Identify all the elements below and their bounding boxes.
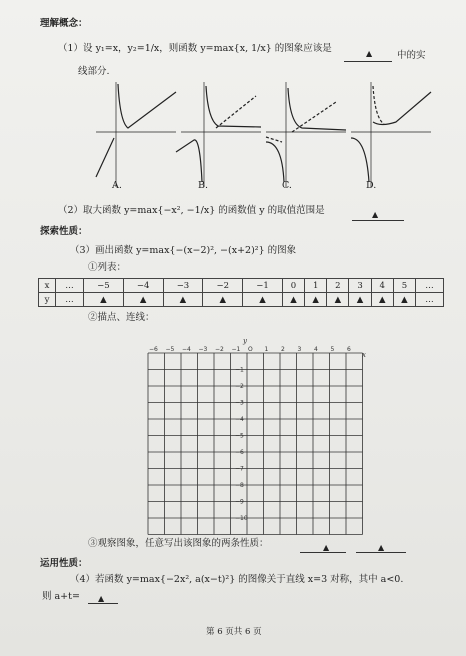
answer-blank-q4 <box>88 603 118 604</box>
option-b: B. <box>198 180 209 191</box>
table-cell: ▲ <box>243 293 283 307</box>
x-tick-label: −1 <box>231 346 241 353</box>
answer-mark-q4: ▲ <box>98 594 105 603</box>
table-cell: 1 <box>305 279 327 293</box>
table-cell: 0 <box>282 279 304 293</box>
x-tick-label: 5 <box>330 346 335 353</box>
table-cell: 3 <box>349 279 371 293</box>
x-tick-label: 2 <box>281 346 285 353</box>
x-tick-label: O <box>248 346 253 353</box>
table-cell: 2 <box>327 279 349 293</box>
question-1-line2: 线部分. <box>78 66 110 77</box>
question-4-text: （4）若函数 y=max{−2x², a(x−t)²} 的图像关于直线 x=3 对称，其中 a<0. <box>70 574 404 585</box>
option-d: D. <box>366 180 377 191</box>
x-axis-label: x <box>362 351 366 359</box>
y-tick-label: −1 <box>235 366 244 374</box>
x-tick-label: −2 <box>215 346 224 353</box>
y-tick-label: −4 <box>235 416 244 423</box>
table-cell: 4 <box>371 279 393 293</box>
x-tick-label: −4 <box>182 346 191 353</box>
question-3-text: （3）画出函数 y=max{−(x−2)², −(x+2)²} 的图象 <box>70 245 297 256</box>
question-3-step3: ③观察图象，任意写出该图象的两条性质： <box>88 538 269 549</box>
question-3-step2: ②描点、连线： <box>88 312 155 323</box>
answer-mark-q1: ▲ <box>366 49 373 58</box>
section-title-explore: 探索性质： <box>40 226 88 237</box>
table-cell: y <box>39 293 56 307</box>
table-cell: −2 <box>203 279 243 293</box>
answer-mark-q2: ▲ <box>372 210 379 219</box>
table-cell: … <box>56 279 84 293</box>
table-cell: ▲ <box>371 293 393 307</box>
table-cell: ▲ <box>203 293 243 307</box>
x-tick-label: −6 <box>149 346 158 353</box>
y-tick-label: −7 <box>235 465 244 473</box>
table-cell: … <box>416 279 444 293</box>
y-tick-label: −2 <box>235 383 244 390</box>
section-title-apply: 运用性质： <box>40 558 88 569</box>
y-tick-label: −9 <box>235 498 244 506</box>
table-cell: ▲ <box>123 293 163 307</box>
table-cell: ▲ <box>163 293 203 307</box>
table-cell: x <box>39 279 56 293</box>
option-c: C. <box>282 180 292 191</box>
answer-mark-q3-a: ▲ <box>323 543 330 552</box>
x-tick-label: 4 <box>314 346 318 353</box>
question-1-text: （1）设 y₁=x，y₂=1/x，则函数 y=max{x, 1/x} 的图象应该是 <box>58 43 332 54</box>
table-cell: −4 <box>123 279 163 293</box>
x-tick-label: 3 <box>297 346 302 353</box>
y-tick-label: −6 <box>235 449 244 456</box>
x-tick-label: −3 <box>198 346 208 353</box>
y-axis-label: y <box>243 337 247 345</box>
table-cell: ▲ <box>393 293 415 307</box>
table-cell: ▲ <box>282 293 304 307</box>
section-title-understanding: 理解概念： <box>40 18 88 29</box>
y-tick-label: −5 <box>235 432 244 440</box>
answer-blank-q3-a <box>300 552 346 553</box>
coordinate-grid <box>140 337 370 535</box>
question-4-line2: 则 a+t= <box>42 591 80 602</box>
table-cell: 5 <box>393 279 415 293</box>
table-row-y <box>39 293 444 307</box>
page-footer: 第 6 页共 6 页 <box>206 627 262 637</box>
table-cell: −1 <box>243 279 283 293</box>
x-tick-label: 1 <box>264 346 269 353</box>
x-tick-label: −5 <box>165 346 175 353</box>
answer-blank-q2 <box>352 220 404 221</box>
question-1-tail: 中的实 <box>397 50 426 61</box>
table-cell: ▲ <box>327 293 349 307</box>
option-graphs <box>96 82 436 192</box>
y-tick-label: −3 <box>235 399 244 407</box>
table-cell: ▲ <box>349 293 371 307</box>
table-cell: ▲ <box>84 293 124 307</box>
table-cell: … <box>56 293 84 307</box>
answer-mark-q3-b: ▲ <box>378 543 385 552</box>
option-a: A. <box>112 180 122 191</box>
table-cell: −5 <box>84 279 124 293</box>
table-cell: … <box>416 293 444 307</box>
value-table <box>38 278 444 307</box>
y-tick-label: −10 <box>235 515 248 522</box>
answer-blank-q3-b <box>356 552 406 553</box>
x-tick-label: 6 <box>347 346 351 353</box>
table-cell: −3 <box>163 279 203 293</box>
question-2-text: （2）取大函数 y=max{−x², −1/x} 的函数值 y 的取值范围是 <box>58 205 325 216</box>
y-tick-label: −8 <box>235 482 244 489</box>
table-row-x <box>39 279 444 293</box>
answer-blank-q1 <box>344 61 392 62</box>
question-3-step1: ①列表： <box>88 262 127 273</box>
table-cell: ▲ <box>305 293 327 307</box>
